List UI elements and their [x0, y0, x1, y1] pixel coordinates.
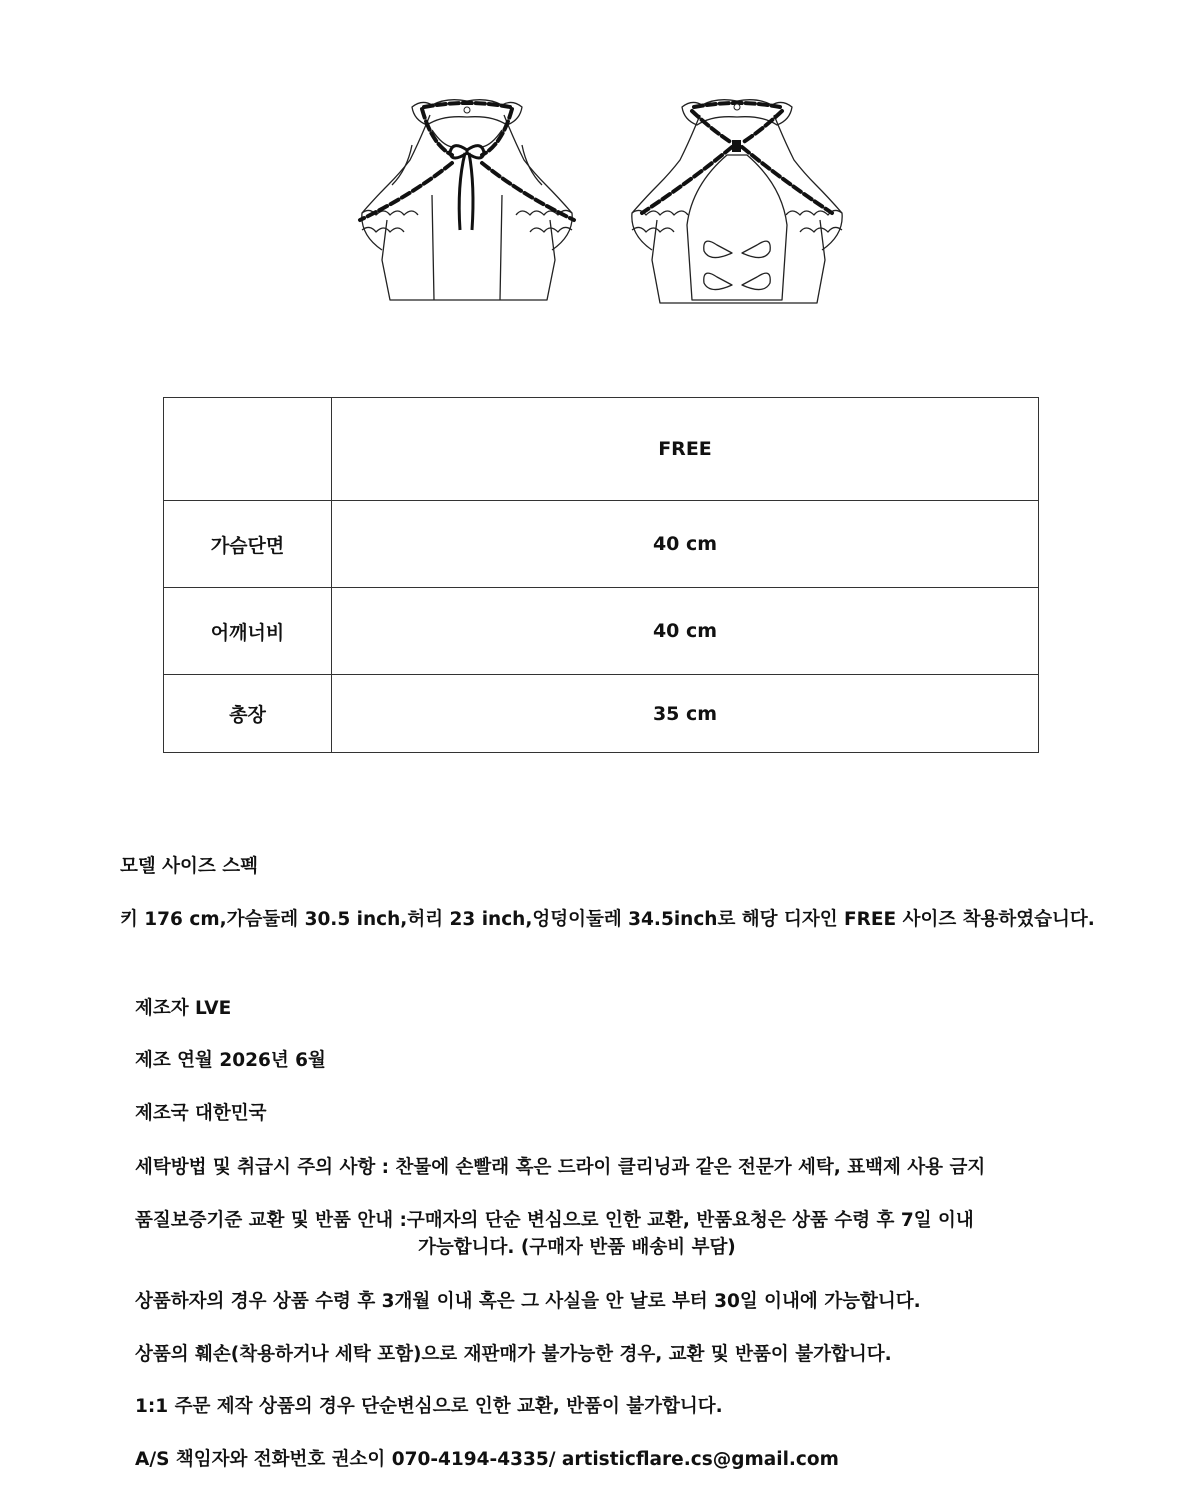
table-row: [164, 501, 1039, 588]
garment-back-sketch-icon: [622, 85, 852, 310]
garment-front-sketch-icon: [352, 85, 582, 310]
info-washing-instructions: 세탁방법 및 취급시 주의 사항 : 찬물에 손빨래 혹은 드라이 클리닝과 같은 전문가 세탁, 표백제 사용 금지: [135, 1157, 986, 1178]
info-defect-policy: 상품하자의 경우 상품 수령 후 3개월 이내 혹은 그 사실을 안 날로 부터 30일 이내에 가능합니다.: [135, 1291, 921, 1312]
measurement-value: 40 cm: [332, 501, 1039, 588]
measurement-label: 가슴단면: [164, 501, 332, 588]
info-quality-policy-continued: 가능합니다. (구매자 반품 배송비 부담): [418, 1237, 736, 1258]
info-manufacturer: 제조자 LVE: [135, 998, 232, 1019]
info-country: 제조국 대한민국: [135, 1103, 267, 1124]
info-quality-policy: 품질보증기준 교환 및 반품 안내 :구매자의 단순 변심으로 인한 교환, 반품요청은 상품 수령 후 7일 이내: [135, 1210, 974, 1231]
info-as-contact: A/S 책임자와 전화번호 권소이 070-4194-4335/ artisticflare.cs@gmail.com: [135, 1449, 839, 1470]
table-row: [164, 588, 1039, 675]
info-damage-policy: 상품의 훼손(착용하거나 세탁 포함)으로 재판매가 불가능한 경우, 교환 및 반품이 불가합니다.: [135, 1344, 892, 1365]
info-manufacture-date: 제조 연월 2026년 6월: [135, 1050, 326, 1071]
size-table-corner-cell: [164, 398, 332, 501]
size-table-header-row: [164, 398, 1039, 501]
garment-illustrations: [0, 0, 1200, 340]
model-spec-description: 키 176 cm,가슴둘레 30.5 inch,허리 23 inch,엉덩이둘레 34.5inch로 해당 디자인 FREE 사이즈 착용하였습니다.: [120, 909, 1095, 930]
measurement-label: 총장: [164, 675, 332, 753]
measurement-label: 어깨너비: [164, 588, 332, 675]
table-row: [164, 675, 1039, 753]
measurement-value: 40 cm: [332, 588, 1039, 675]
size-table-size-header: FREE: [332, 398, 1039, 501]
model-spec-title: 모델 사이즈 스펙: [120, 856, 258, 877]
info-custom-order-policy: 1:1 주문 제작 상품의 경우 단순변심으로 인한 교환, 반품이 불가합니다.: [135, 1396, 723, 1417]
measurement-value: 35 cm: [332, 675, 1039, 753]
size-table: [163, 397, 1039, 753]
